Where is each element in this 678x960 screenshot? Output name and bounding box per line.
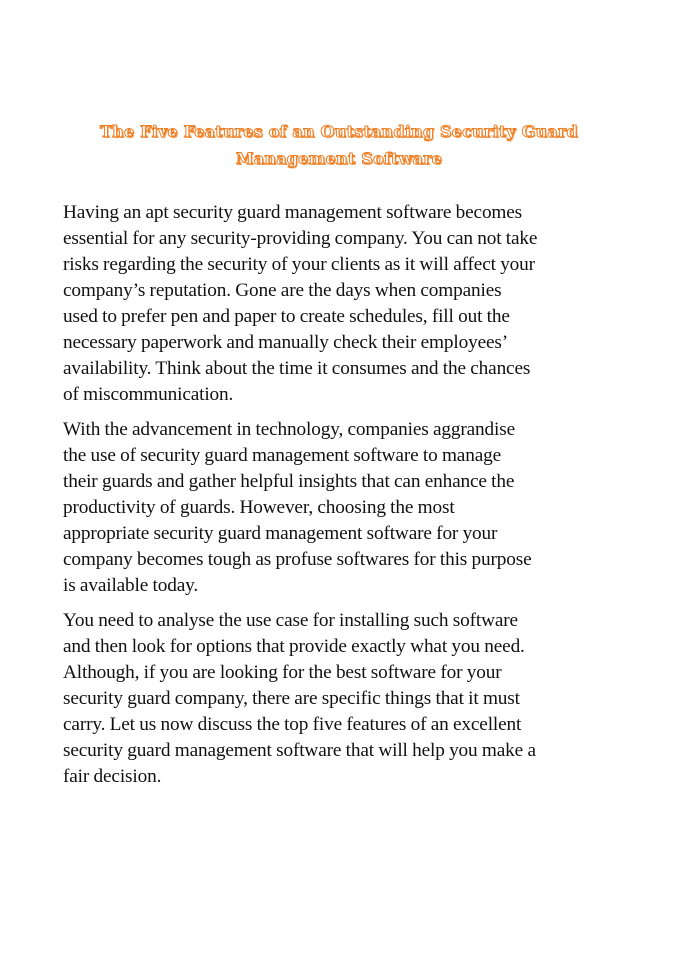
- paragraph-line: Although, if you are looking for the best software for your: [63, 662, 502, 683]
- paragraph-2: [63, 417, 623, 599]
- paragraph-line: company becomes tough as profuse softwares for this purpose: [63, 549, 532, 570]
- paragraph-line: risks regarding the security of your clients as it will affect your: [63, 254, 535, 275]
- paragraph-1: [63, 200, 623, 408]
- paragraph-line: You need to analyse the use case for installing such software: [63, 610, 518, 631]
- title-line-2: Management Software: [235, 149, 443, 168]
- paragraph-line: security guard company, there are specific things that it must: [63, 688, 520, 709]
- paragraph-line: appropriate security guard management software for your: [63, 523, 498, 544]
- title-line-1: The Five Features of an Outstanding Security Guard: [100, 122, 578, 141]
- document-body: [63, 200, 623, 799]
- paragraph-line: of miscommunication.: [63, 384, 234, 405]
- paragraph-line: necessary paperwork and manually check their employees’: [63, 332, 509, 353]
- paragraph-line: essential for any security-providing company. You can not take: [63, 228, 538, 249]
- document-title: [60, 118, 618, 172]
- paragraph-line: security guard management software that will help you make a: [63, 740, 536, 761]
- paragraph-line: is available today.: [63, 575, 199, 596]
- paragraph-line: availability. Think about the time it consumes and the chances: [63, 358, 531, 379]
- paragraph-line: and then look for options that provide exactly what you need.: [63, 636, 525, 657]
- paragraph-line: fair decision.: [63, 766, 162, 787]
- paragraph-3: [63, 608, 623, 790]
- paragraph-line: Having an apt security guard management software becomes: [63, 202, 523, 223]
- paragraph-line: productivity of guards. However, choosing the most: [63, 497, 455, 518]
- paragraph-line: With the advancement in technology, companies aggrandise: [63, 419, 515, 440]
- paragraph-line: used to prefer pen and paper to create schedules, fill out the: [63, 306, 510, 327]
- paragraph-line: the use of security guard management software to manage: [63, 445, 502, 466]
- paragraph-line: their guards and gather helpful insights that can enhance the: [63, 471, 515, 492]
- paragraph-line: company’s reputation. Gone are the days when companies: [63, 280, 502, 301]
- paragraph-line: carry. Let us now discuss the top five features of an excellent: [63, 714, 522, 735]
